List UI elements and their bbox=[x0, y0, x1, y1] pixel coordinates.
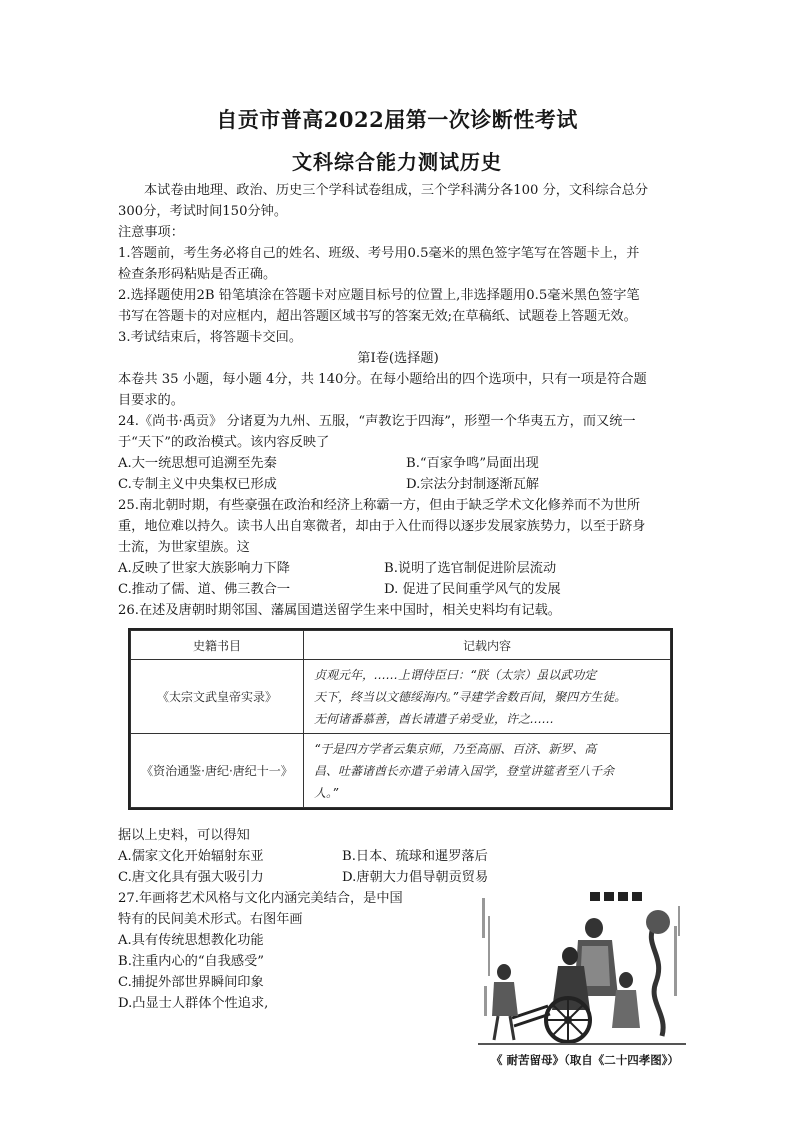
q27-option-c: C.捕捉外部世界瞬间印象 bbox=[118, 975, 264, 990]
table-cell-book: 《资治通鉴·唐纪·唐纪十一》 bbox=[131, 734, 304, 808]
q25-option-d: D. 促进了民间重学风气的发展 bbox=[384, 582, 561, 597]
intro-line-1: 本试卷由地理、政治、历史三个学科试卷组成，三个学科满分各100 分，文科综合总分 bbox=[144, 183, 649, 198]
q26-option-c: C.唐文化具有强大吸引力 bbox=[118, 870, 264, 885]
q26-option-d: D.唐朝大力倡导朝贡贸易 bbox=[342, 870, 489, 885]
notice-3: 3.考试结束后，将答题卡交回。 bbox=[118, 330, 303, 345]
q26-option-b: B.日本、琉球和暹罗落后 bbox=[342, 849, 488, 864]
q25-stem-2: 重，地位难以持久。读书人出自寒微者，却由于入仕而得以逐步发展家族势力，以至于跻身 bbox=[118, 519, 646, 534]
notice-2a: 2.选择题使用2B 铅笔填涂在答题卡对应题目标号的位置上,非选择题用0.5毫米黑色签字笔 bbox=[118, 288, 640, 303]
q24-option-d: D.宗法分封制逐渐瓦解 bbox=[406, 477, 539, 492]
table-header-book: 史籍书目 bbox=[131, 631, 304, 660]
new-year-painting-image bbox=[478, 886, 686, 1052]
q26-conclusion: 据以上史料，可以得知 bbox=[118, 828, 250, 843]
table-cell-content bbox=[304, 660, 671, 734]
section-desc-1: 本卷共 35 小题，每小题 4分，共 140分。在每小题给出的四个选项中，只有一项是符合题 bbox=[118, 372, 647, 387]
q26-source-table bbox=[128, 628, 673, 810]
q27-option-b: B.注重内心的“自我感受” bbox=[118, 954, 265, 969]
intro-line-2: 300分，考试时间150分钟。 bbox=[118, 204, 288, 219]
q25-stem-1: 25.南北朝时期，有些豪强在政治和经济上称霸一方，但由于缺乏学术文化修养而不为世所 bbox=[118, 498, 641, 513]
q25-option-c: C.推动了儒、道、佛三教合一 bbox=[118, 582, 291, 597]
content-line: 人。” bbox=[314, 785, 339, 800]
exam-subtitle: 文科综合能力测试历史 bbox=[292, 150, 502, 174]
q24-stem-1: 24.《尚书·禹贡》 分诸夏为九州、五服，“声教讫于四海”，形塑一个华夷五方，而又统一 bbox=[118, 414, 636, 429]
content-line: 贞观元年，……上谓侍臣曰：“朕（太宗）虽以武功定 bbox=[314, 667, 597, 682]
q25-option-a: A.反映了世家大族影响力下降 bbox=[118, 561, 290, 576]
content-line: 天下，终当以文德绥海内。”寻建学舍数百间，聚四方生徒。 bbox=[314, 689, 627, 704]
notice-1b: 检查条形码粘贴是否正确。 bbox=[118, 267, 277, 282]
q26-stem: 26.在述及唐朝时期邻国、藩属国遣送留学生来中国时，相关史料均有记载。 bbox=[118, 603, 561, 618]
painting-caption: 《 耐苦留母》（取自《二十四孝图》） bbox=[490, 1053, 679, 1067]
table-cell-content bbox=[304, 734, 671, 808]
q24-stem-2: 于“天下”的政治模式。该内容反映了 bbox=[118, 435, 330, 450]
q27-stem-2: 特有的民间美术形式。右图年画 bbox=[118, 912, 303, 927]
section-title: 第I卷(选择题) bbox=[357, 351, 439, 366]
content-line: 无何诸番慕善，酋长请遣子弟受业，许之…… bbox=[314, 711, 555, 726]
q25-stem-3: 士流，为世家望族。这 bbox=[118, 540, 250, 555]
table-row bbox=[131, 660, 671, 734]
content-line: 昌、吐蕃诸酋长亦遣子弟请入国学，登堂讲筵者至八千余 bbox=[314, 763, 615, 778]
content-line: “于是四方学者云集京师，乃至高丽、百济、新罗、高 bbox=[314, 741, 597, 756]
q27-option-a: A.具有传统思想教化功能 bbox=[118, 933, 264, 948]
table-header-content: 记载内容 bbox=[304, 631, 671, 660]
q24-option-b: B.“百家争鸣”局面出现 bbox=[406, 456, 539, 471]
notice-title: 注意事项： bbox=[118, 225, 184, 240]
exam-title: 自贡市普高2022届第一次诊断性考试 bbox=[216, 107, 578, 132]
q24-option-a: A.大一统思想可追溯至先秦 bbox=[118, 456, 277, 471]
q27-stem-1: 27.年画将艺术风格与文化内涵完美结合，是中国 bbox=[118, 891, 403, 906]
q24-option-c: C.专制主义中央集权已形成 bbox=[118, 477, 277, 492]
section-desc-2: 目要求的。 bbox=[118, 393, 184, 408]
notice-1a: 1.答题前，考生务必将自己的姓名、班级、考号用0.5毫米的黑色签字笔写在答题卡上，并 bbox=[118, 246, 640, 261]
notice-2b: 书写在答题卡的对应框内，超出答题区域书写的答案无效;在草稿纸、试题卷上答题无效。 bbox=[118, 309, 637, 324]
table-row bbox=[131, 734, 671, 808]
table-cell-book: 《太宗文武皇帝实录》 bbox=[131, 660, 304, 734]
q25-option-b: B.说明了选官制促进阶层流动 bbox=[384, 561, 557, 576]
q26-option-a: A.儒家文化开始辐射东亚 bbox=[118, 849, 264, 864]
q27-option-d: D.凸显士人群体个性追求, bbox=[118, 996, 269, 1011]
